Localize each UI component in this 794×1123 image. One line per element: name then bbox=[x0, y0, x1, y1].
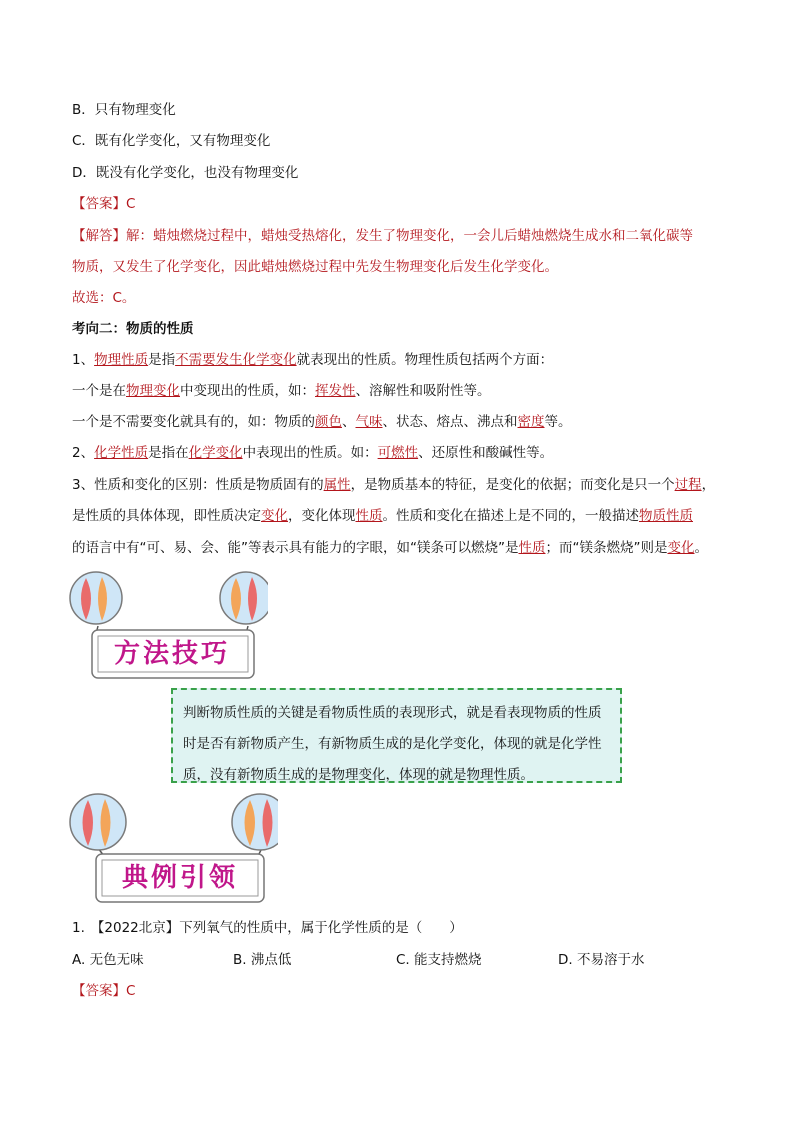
p3-c: 、 bbox=[342, 414, 356, 430]
p6-e: 。性质和变化在描述上是不同的，一般描述 bbox=[382, 508, 639, 524]
answer-tag: 【答案】 bbox=[72, 983, 126, 999]
p1-term-physical-property: 物理性质 bbox=[94, 352, 149, 368]
p2-term-volatility: 挥发性 bbox=[315, 383, 356, 399]
p4-g: 、还原性和酸碱性等。 bbox=[418, 445, 554, 461]
answer-tag: 【答案】 bbox=[72, 196, 126, 212]
paragraph-7 bbox=[72, 538, 708, 558]
p2-term-physical-change: 物理变化 bbox=[126, 383, 180, 399]
question-source: 【2022北京】 bbox=[90, 920, 180, 936]
question-number: 1. bbox=[72, 920, 85, 936]
paragraph-3 bbox=[72, 412, 572, 432]
p2-c: 中变现出的性质，如： bbox=[180, 383, 315, 399]
tip-line-2: 时是否有新物质产生，有新物质生成的是化学变化，体现的就是化学性 bbox=[183, 736, 602, 752]
example-banner bbox=[68, 792, 278, 906]
p1-c: 是指 bbox=[148, 352, 176, 368]
p4-term-flammability: 可燃性 bbox=[377, 445, 419, 461]
paragraph-2 bbox=[72, 381, 491, 401]
p5-term-attribute: 属性 bbox=[323, 477, 351, 493]
p2-e: 、溶解性和吸附性等。 bbox=[355, 383, 491, 399]
section-title: 考向二：物质的性质 bbox=[72, 321, 194, 337]
p7-term-change: 变化 bbox=[667, 540, 695, 556]
paragraph-1 bbox=[72, 350, 553, 370]
choice-c: C. 能支持燃烧 bbox=[396, 952, 482, 968]
p4-a: 2、 bbox=[72, 445, 95, 461]
p7-a: 的语言中有“可、易、会、能”等表示具有能力的字眼，如“镁条可以燃烧”是 bbox=[72, 540, 519, 556]
answer-line bbox=[72, 194, 135, 214]
p5-c: ，是物质基本的特征，是变化的依据；而变化是只一个 bbox=[350, 477, 675, 493]
p5-term-process: 过程 bbox=[674, 477, 702, 493]
p7-term-property: 性质 bbox=[518, 540, 546, 556]
choice-d: D. 不易溶于水 bbox=[558, 952, 645, 968]
option-c: C．既有化学变化，又有物理变化 bbox=[72, 133, 271, 149]
p5-a: 3、性质和变化的区别：性质是物质固有的 bbox=[72, 477, 324, 493]
question bbox=[72, 918, 463, 938]
p6-c: ，变化体现 bbox=[288, 508, 356, 524]
paragraph-4 bbox=[72, 443, 553, 463]
p6-term-property: 性质 bbox=[355, 508, 383, 524]
p7-c: ；而“镁条燃烧”则是 bbox=[545, 540, 668, 556]
p2-a: 一个是在 bbox=[72, 383, 126, 399]
p4-term-chemical-change: 化学变化 bbox=[188, 445, 243, 461]
p3-a: 一个是不需要变化就具有的，如：物质的 bbox=[72, 414, 315, 430]
p7-e: 。 bbox=[694, 540, 708, 556]
banner-title: 典例引领 bbox=[121, 863, 238, 893]
balloon-icon bbox=[70, 794, 126, 850]
explanation-line-1 bbox=[72, 226, 693, 246]
tip-box bbox=[171, 688, 622, 783]
p3-g: 等。 bbox=[544, 414, 572, 430]
conclusion: 故选：C。 bbox=[72, 290, 136, 306]
answer-line-2 bbox=[72, 981, 135, 1001]
p4-term-chemical-property: 化学性质 bbox=[94, 445, 149, 461]
tip-line-3: 质，没有新物质生成的是物理变化，体现的就是物理性质。 bbox=[183, 767, 534, 783]
answer-value: C bbox=[126, 196, 136, 212]
p3-term-odor: 气味 bbox=[355, 414, 383, 430]
method-tips-banner bbox=[68, 570, 268, 682]
p3-term-color: 颜色 bbox=[315, 414, 342, 430]
p6-term-matter-property: 物质性质 bbox=[639, 508, 693, 524]
paragraph-6 bbox=[72, 506, 693, 526]
choice-b: B. 沸点低 bbox=[233, 952, 292, 968]
p3-e: 、状态、熔点、沸点和 bbox=[382, 414, 518, 430]
p1-a: 1、 bbox=[72, 352, 95, 368]
p1-e: 就表现出的性质。物理性质包括两个方面： bbox=[296, 352, 554, 368]
tip-line-1: 判断物质性质的关键是看物质性质的表现形式，就是看表现物质的性质 bbox=[183, 705, 602, 721]
option-d: D．既没有化学变化，也没有物理变化 bbox=[72, 165, 299, 181]
p6-a: 是性质的具体体现，即性质决定 bbox=[72, 508, 261, 524]
paragraph-5 bbox=[72, 475, 715, 495]
explanation-text-1: 解：蜡烛燃烧过程中，蜡烛受热熔化，发生了物理变化，一会儿后蜡烛燃烧生成水和二氧化碳等 bbox=[126, 228, 693, 244]
explanation-tag: 【解答】 bbox=[72, 228, 126, 244]
p3-term-density: 密度 bbox=[517, 414, 545, 430]
banner-title: 方法技巧 bbox=[113, 639, 230, 669]
balloon-icon bbox=[70, 572, 122, 624]
p4-e: 中表现出的性质。如： bbox=[242, 445, 378, 461]
balloon-icon bbox=[220, 572, 268, 624]
p6-term-change: 变化 bbox=[261, 508, 288, 524]
explanation-line-2: 物质，又发生了化学变化，因此蜡烛燃烧过程中先发生物理变化后发生化学变化。 bbox=[72, 259, 558, 275]
p4-c: 是指在 bbox=[148, 445, 189, 461]
p1-term-no-chem-change: 不需要发生化学变化 bbox=[175, 352, 297, 368]
question-text: 下列氧气的性质中，属于化学性质的是（ ） bbox=[179, 920, 463, 936]
p5-e: ， bbox=[701, 477, 716, 493]
answer-value: C bbox=[126, 983, 136, 999]
choice-a: A. 无色无味 bbox=[72, 952, 144, 968]
option-b: B．只有物理变化 bbox=[72, 102, 176, 118]
